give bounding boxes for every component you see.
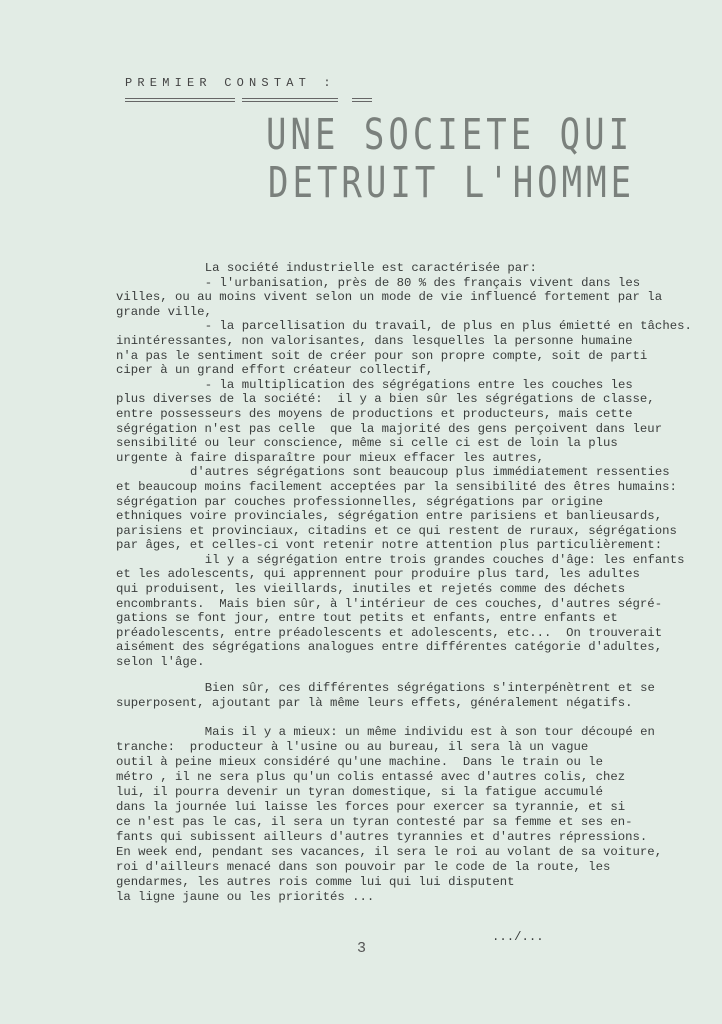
text-line: - la parcellisation du travail, de plus en plus émietté en tâches. (204, 319, 692, 334)
heading-underline (125, 98, 235, 102)
text-line: préadolescents, entre préadolescents et adolescents, etc... On trouverait (116, 625, 663, 640)
text-line: il y a ségrégation entre trois grandes couches d'âge: les enfants (204, 552, 685, 567)
text-line: la ligne jaune ou les priorités ... (116, 890, 375, 904)
text-line: roi d'ailleurs menacé dans son pouvoir par le code de la route, les (116, 860, 611, 874)
text-line: - la multiplication des ségrégations entre les couches les (204, 377, 633, 392)
text-line: et beaucoup moins facilement acceptées par la sensibilité des êtres humains: (116, 479, 677, 494)
paragraph-1 (116, 261, 692, 670)
text-line: aisément des ségrégations analogues entre différentes catégorie d'adultes, (116, 640, 663, 655)
page-number: 3 (357, 940, 367, 957)
text-line: par âges, et celles-ci vont retenir notre attention plus particulièrement: (116, 538, 663, 553)
heading-underline (352, 98, 372, 102)
text-line: outil à peine mieux considéré qu'une machine. Dans le train ou le (116, 755, 604, 769)
text-line: ethniques voire provinciales, ségrégation entre parisiens et banlieusards, (116, 509, 663, 524)
text-line: Mais il y a mieux: un même individu est à son tour découpé en (204, 725, 655, 739)
text-line: métro , il ne sera plus qu'un colis entassé avec d'autres colis, chez (116, 770, 626, 784)
title-line-2: DETRUIT L'HOMME (268, 158, 636, 208)
continuation-mark: .../... (492, 930, 544, 944)
text-line: ségrégation par couches professionnelles, ségrégations par origine (116, 494, 604, 509)
text-line: gendarmes, les autres rois comme lui qui lui disputent (116, 875, 515, 889)
text-line: superposent, ajoutant par là même leurs effets, généralement négatifs. (116, 696, 633, 710)
text-line: gations se font jour, entre tout petits et enfants, entre enfants et (116, 611, 618, 626)
text-line: fants qui subissent ailleurs d'autres tyrannies et d'autres répressions. (116, 830, 648, 844)
text-line: lui, il pourra devenir un tyran domestique, si la fatigue accumulé (116, 785, 604, 799)
paragraph-3 (116, 725, 662, 905)
text-line: plus diverses de la société: il y a bien sûr les ségrégations de classe, (116, 392, 655, 407)
section-heading: PREMIER CONSTAT : (125, 76, 336, 90)
text-line: Bien sûr, ces différentes ségrégations s'interpénètrent et se (204, 681, 655, 695)
text-line: grande ville, (116, 304, 212, 319)
paragraph-2 (116, 681, 655, 711)
text-line: selon l'âge. (116, 655, 205, 670)
text-line: villes, ou au moins vivent selon un mode de vie influencé fortement par la (116, 290, 663, 305)
text-line: La société industrielle est caractérisée par: (204, 261, 537, 275)
text-line: entre possesseurs des moyens de productions et producteurs, mais cette (116, 406, 633, 421)
text-line: - l'urbanisation, près de 80 % des français vivent dans les (204, 275, 641, 290)
title-line-1: UNE SOCIETE QUI (266, 110, 634, 160)
text-line: d'autres ségrégations sont beaucoup plus immédiatement ressenties (190, 465, 670, 480)
text-line: qui produisent, les vieillards, inutiles et rejetés comme des déchets (116, 582, 626, 597)
text-line: inintéressantes, non valorisantes, dans lesquelles la personne humaine (116, 333, 633, 348)
text-line: En week end, pendant ses vacances, il sera le roi au volant de sa voiture, (116, 845, 663, 859)
text-line: urgente à faire disparaître pour mieux effacer les autres, (116, 450, 545, 465)
text-line: n'a pas le sentiment soit de créer pour son propre compte, soit de parti (116, 348, 648, 363)
text-line: ce n'est pas le cas, il sera un tyran contesté par sa femme et ses en- (116, 815, 633, 829)
text-line: ségrégation n'est pas celle que la majorité des gens perçoivent dans leur (116, 421, 663, 436)
text-line: parisiens et provinciaux, citadins et ce qui restent de ruraux, ségrégations (116, 523, 677, 538)
text-line: et les adolescents, qui apprennent pour produire plus tard, les adultes (116, 567, 640, 582)
heading-underline (242, 98, 338, 102)
text-line: encombrants. Mais bien sûr, à l'intérieur de ces couches, d'autres ségré- (116, 596, 663, 611)
text-line: tranche: producteur à l'usine ou au bureau, il sera là un vague (116, 740, 589, 754)
text-line: dans la journée lui laisse les forces pour exercer sa tyrannie, et si (116, 800, 626, 814)
text-line: ciper à un grand effort créateur collectif, (116, 363, 434, 378)
text-line: sensibilité ou leur conscience, même si celle ci est de loin la plus (116, 436, 618, 451)
